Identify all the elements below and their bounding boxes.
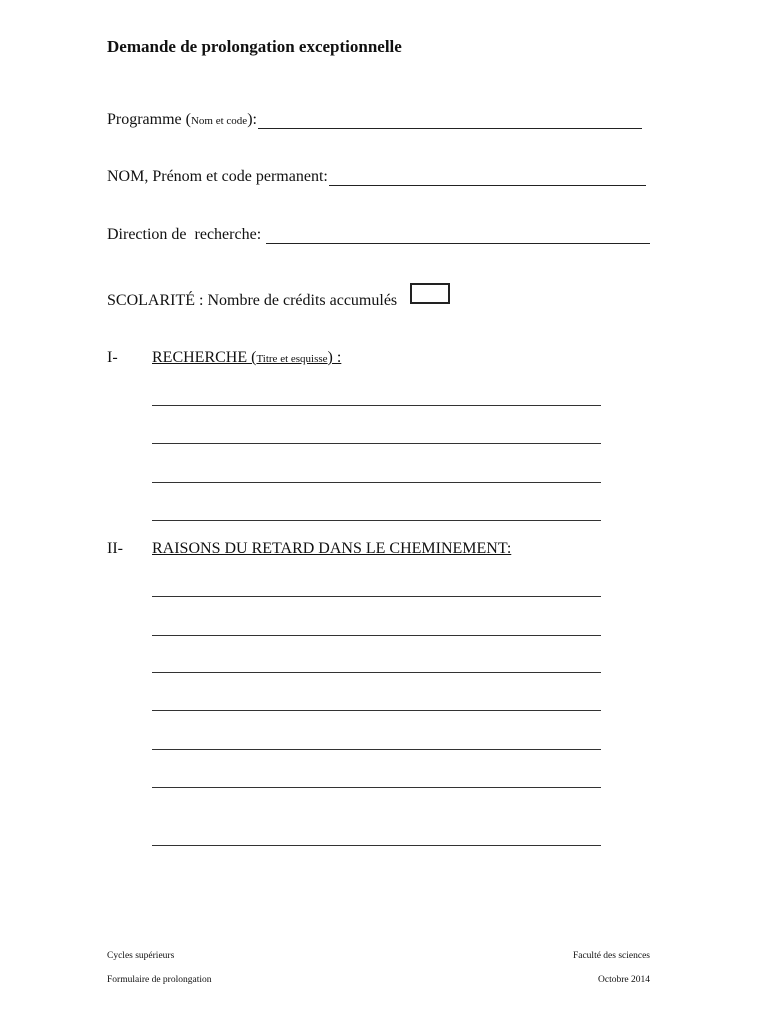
footer-right-top: Faculté des sciences	[572, 951, 650, 961]
retard-line[interactable]	[152, 635, 601, 636]
retard-line[interactable]	[152, 787, 601, 788]
nom-field	[107, 168, 646, 186]
recherche-line[interactable]	[152, 520, 601, 521]
programme-label: Programme (Nom et code):	[107, 111, 257, 128]
retard-line[interactable]	[152, 845, 601, 846]
direction-input-line[interactable]	[266, 229, 650, 244]
section-2-title: RAISONS DU RETARD DANS LE CHEMINEMENT:	[152, 540, 512, 557]
scolarite-field	[107, 292, 397, 310]
section-2-number: II-	[107, 540, 123, 557]
direction-field	[107, 226, 650, 244]
retard-line[interactable]	[152, 749, 601, 750]
credits-input-box[interactable]	[410, 283, 450, 304]
programme-input-line[interactable]	[258, 114, 642, 129]
retard-line[interactable]	[152, 672, 601, 673]
retard-line[interactable]	[152, 710, 601, 711]
recherche-line[interactable]	[152, 405, 601, 406]
section-1-title: RECHERCHE (Titre et esquisse) :	[152, 349, 342, 366]
programme-field	[107, 111, 642, 129]
footer-left-top: Cycles supérieurs	[107, 951, 175, 961]
recherche-line[interactable]	[152, 443, 601, 444]
section-1-number: I-	[107, 349, 118, 366]
footer-right-bottom: Octobre 2014	[598, 975, 650, 985]
nom-label: NOM, Prénom et code permanent:	[107, 168, 328, 185]
retard-line[interactable]	[152, 596, 601, 597]
page-title: Demande de prolongation exceptionnelle	[107, 37, 402, 56]
nom-input-line[interactable]	[329, 171, 646, 186]
scolarite-label: SCOLARITÉ : Nombre de crédits accumulés	[107, 292, 398, 309]
footer-left-bottom: Formulaire de prolongation	[107, 975, 212, 985]
direction-label: Direction de recherche:	[107, 226, 266, 243]
recherche-line[interactable]	[152, 482, 601, 483]
